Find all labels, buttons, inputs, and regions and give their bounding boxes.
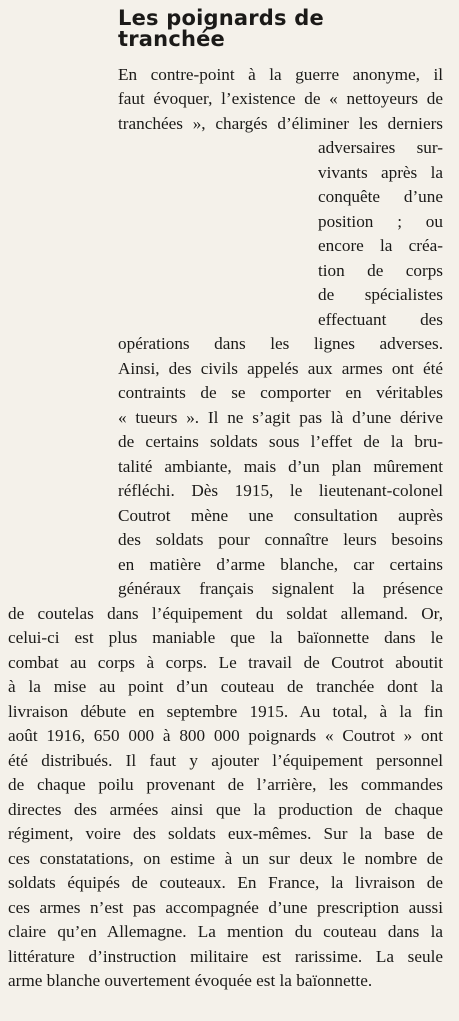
body-line: effectuant des [318, 310, 443, 329]
body-line: tion de corps [318, 261, 443, 280]
body-line: généraux français signalent la présence [118, 579, 443, 598]
body-line: faut évoquer, l’existence de « nettoyeurs de [118, 89, 443, 108]
body-line: claire qu’en Allemagne. La mention du couteau dans la [8, 922, 443, 941]
body-line: régiment, voire des soldats eux-mêmes. Sur la base de [8, 824, 443, 843]
body-line: vivants après la [318, 163, 443, 182]
body-line: livraison débute en septembre 1915. Au total, à la fin [8, 702, 443, 721]
body-line: celui-ci est plus maniable que la baïonnette dans le [8, 628, 443, 647]
body-line: ces armes n’est pas accompagnée d’une prescription aussi [8, 898, 443, 917]
body-line: conquête d’une [318, 187, 443, 206]
body-line: soldats équipés de couteaux. En France, la livraison de [8, 873, 443, 892]
body-line: ces constatations, on estime à un sur deux le nombre de [8, 849, 443, 868]
body-line: de chaque poilu provenant de l’arrière, les commandes [8, 775, 443, 794]
body-line: été distribués. Il faut y ajouter l’équipement personnel [8, 751, 443, 770]
body-line: août 1916, 650 000 à 800 000 poignards « Coutrot » ont [8, 726, 443, 745]
body-line: de coutelas dans l’équipement du soldat allemand. Or, [8, 604, 443, 623]
body-line: encore la créa- [318, 236, 443, 255]
body-line: talité ambiante, mais d’un plan mûrement [118, 457, 443, 476]
article-title [118, 8, 324, 50]
article-title-line: tranchée [118, 27, 225, 51]
body-line: combat au corps à corps. Le travail de Coutrot aboutit [8, 653, 443, 672]
body-line: « tueurs ». Il ne s’agit pas là d’une dérive [118, 408, 443, 427]
body-line: directes des armées ainsi que la production de chaque [8, 800, 443, 819]
body-line: de spécialistes [318, 285, 443, 304]
body-line: tranchées », chargés d’éliminer les derniers [118, 114, 443, 133]
body-line: En contre-point à la guerre anonyme, il [118, 65, 443, 84]
body-line: de certains soldats sous l’effet de la bru- [118, 432, 443, 451]
body-line: Coutrot mène une consultation auprès [118, 506, 443, 525]
body-line: adversaires sur- [318, 138, 443, 157]
body-line: réfléchi. Dès 1915, le lieutenant-colonel [118, 481, 443, 500]
body-line: à la mise au point d’un couteau de tranchée dont la [8, 677, 443, 696]
body-line: littérature d’instruction militaire est rarissime. La seule [8, 947, 443, 966]
article-title-line: Les poignards de [118, 6, 324, 30]
body-line: contraints de se comporter en véritables [118, 383, 443, 402]
body-line: en matière d’arme blanche, car certains [118, 555, 443, 574]
body-line: opérations dans les lignes adverses. [118, 334, 443, 353]
body-line: position ; ou [318, 212, 443, 231]
body-line: des soldats pour connaître leurs besoins [118, 530, 443, 549]
body-line: Ainsi, des civils appelés aux armes ont été [118, 359, 443, 378]
body-line: arme blanche ouvertement évoquée est la baïonnette. [8, 971, 373, 990]
